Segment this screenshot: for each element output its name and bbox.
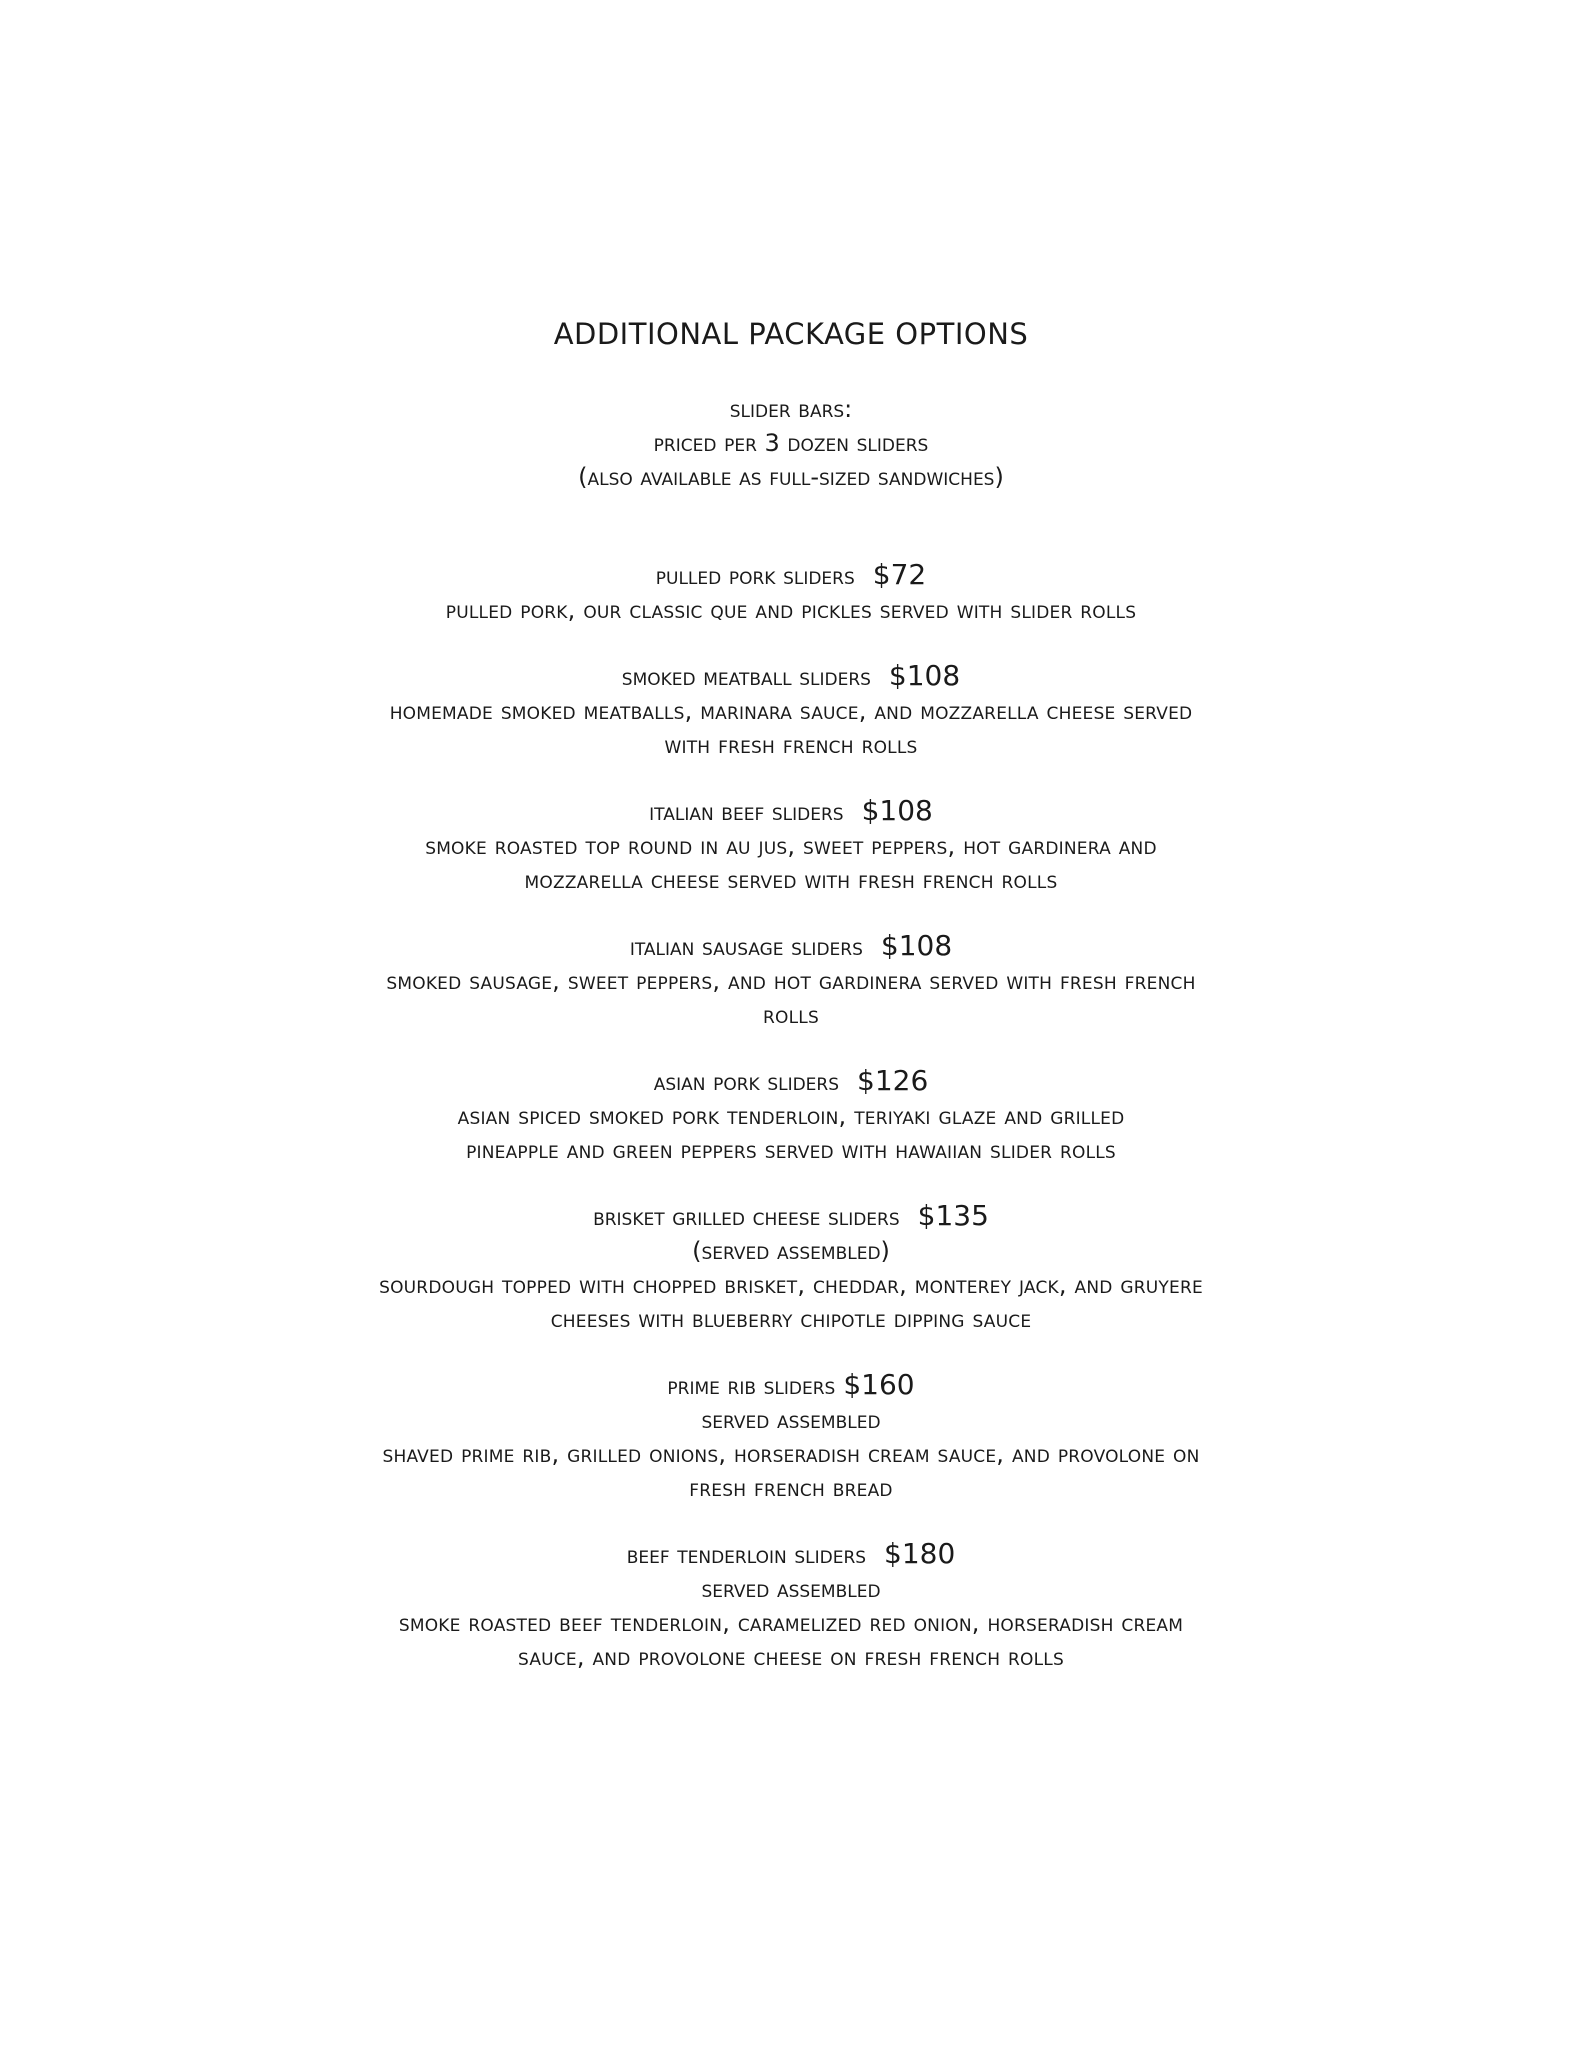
menu-item-header <box>0 558 1582 593</box>
menu-item-price: $135 <box>917 1199 989 1232</box>
menu-item-header <box>0 1199 1582 1234</box>
menu-item-price: $108 <box>880 929 953 962</box>
menu-item-description-continued: fresh french bread <box>689 1474 893 1502</box>
menu-item-header <box>0 1537 1582 1572</box>
menu-item-name: smoked meatball sliders <box>621 663 871 691</box>
menu-item-name: pulled pork sliders <box>655 562 855 590</box>
menu-item-description: smoke roasted top round in au jus, sweet peppers, hot gardinera and <box>425 832 1157 860</box>
menu-item-serving-note: served assembled <box>701 1575 881 1603</box>
menu-item-description-continued: pineapple and green peppers served with hawaiian slider rolls <box>466 1136 1116 1164</box>
menu-item <box>0 1199 1582 1336</box>
menu-item <box>0 794 1582 897</box>
menu-item-description: smoked sausage, sweet peppers, and hot gardinera served with fresh french <box>386 967 1196 995</box>
menu-item-name: prime rib sliders <box>667 1372 836 1400</box>
menu-item-name: brisket grilled cheese sliders <box>593 1203 900 1231</box>
availability-note: (also available as full-sized sandwiches) <box>578 463 1004 491</box>
menu-item-price: $126 <box>857 1064 929 1097</box>
menu-item-description: pulled pork, our classic que and pickles served with slider rolls <box>445 596 1137 624</box>
menu-item-description: homemade smoked meatballs, marinara sauce, and mozzarella cheese served <box>389 697 1193 725</box>
menu-item-price: $108 <box>888 659 961 692</box>
menu-item-description: sourdough topped with chopped brisket, cheddar, monterey jack, and gruyere <box>379 1271 1203 1299</box>
menu-item <box>0 1537 1582 1674</box>
page-title: ADDITIONAL PACKAGE OPTIONS <box>553 317 1029 351</box>
menu-item <box>0 558 1582 627</box>
menu-item-name: italian sausage sliders <box>629 933 863 961</box>
slider-bars-intro <box>0 392 1582 494</box>
menu-item-description-continued: sauce, and provolone cheese on fresh french rolls <box>518 1643 1064 1671</box>
menu-item <box>0 1064 1582 1167</box>
menu-item-price: $72 <box>872 558 927 591</box>
menu-item-header <box>0 1368 1582 1403</box>
menu-item-header <box>0 794 1582 829</box>
pricing-note: priced per 3 dozen sliders <box>653 429 929 457</box>
menu-item-price: $108 <box>861 794 933 827</box>
menu-item-description-continued: cheeses with blueberry chipotle dipping sauce <box>550 1305 1032 1333</box>
menu-item-header <box>0 659 1582 694</box>
menu-item-serving-note: served assembled <box>701 1406 881 1434</box>
menu-item-price: $180 <box>884 1537 956 1570</box>
menu-item-name: beef tenderloin sliders <box>626 1541 867 1569</box>
menu-item-description-continued: mozzarella cheese served with fresh french rolls <box>524 866 1058 894</box>
menu-item-description: smoke roasted beef tenderloin, caramelized red onion, horseradish cream <box>398 1609 1184 1637</box>
menu-item-name: italian beef sliders <box>649 798 844 826</box>
menu-item-header <box>0 929 1582 964</box>
menu-item-name: asian pork sliders <box>653 1068 840 1096</box>
section-heading: slider bars: <box>729 395 853 423</box>
menu-item-serving-note: (served assembled) <box>692 1237 890 1265</box>
slider-menu-list <box>0 558 1582 1706</box>
menu-item-description-continued: with fresh french rolls <box>664 731 918 759</box>
menu-item-description: asian spiced smoked pork tenderloin, teriyaki glaze and grilled <box>457 1102 1125 1130</box>
menu-item-price: $160 <box>843 1368 915 1401</box>
menu-item <box>0 1368 1582 1505</box>
menu-item-description-continued: rolls <box>763 1001 819 1029</box>
menu-item <box>0 929 1582 1032</box>
menu-item-description: shaved prime rib, grilled onions, horseradish cream sauce, and provolone on <box>382 1440 1200 1468</box>
menu-item-header <box>0 1064 1582 1099</box>
menu-item <box>0 659 1582 762</box>
